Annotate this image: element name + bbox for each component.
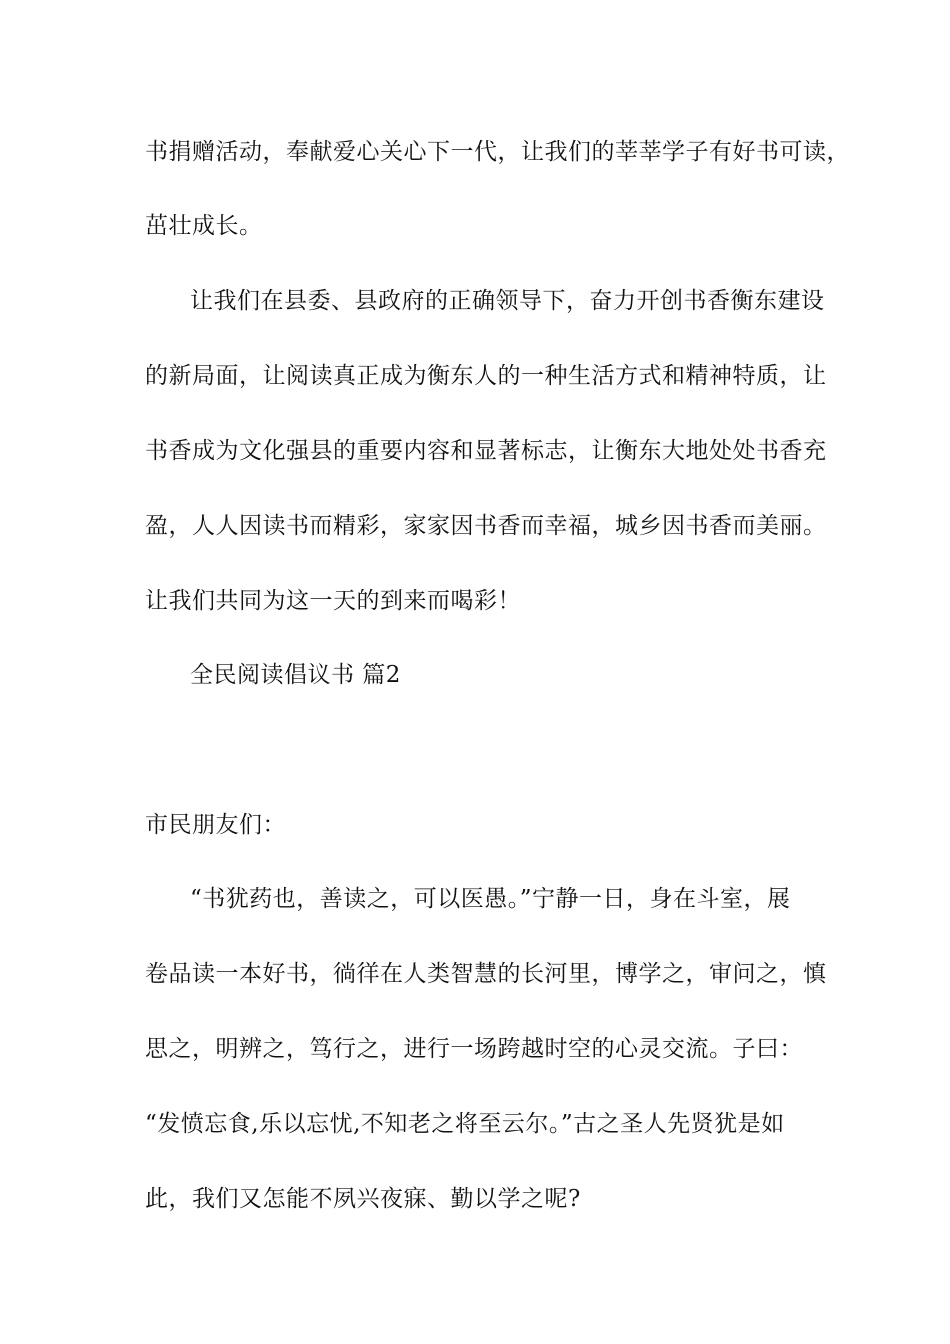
paragraph-line: “发愤忘食,乐以忘忧,不知老之将至云尔。”古之圣人先贤犹是如 [145, 1111, 785, 1137]
paragraph-line: 茁壮成长。 [145, 213, 263, 239]
paragraph-line: 让我们共同为这一天的到来而喝彩！ [145, 588, 521, 614]
paragraph-line: 卷品读一本好书，徜徉在人类智慧的长河里，博学之，审问之，慎 [145, 961, 827, 987]
paragraph-line: 思之，明辨之，笃行之，进行一场跨越时空的心灵交流。子曰： [145, 1036, 803, 1062]
paragraph-line: 此，我们又怎能不夙兴夜寐、勤以学之呢? [145, 1186, 581, 1212]
paragraph-line: “书犹药也，善读之，可以医愚。”宁静一日，身在斗室，展 [190, 886, 791, 912]
paragraph-line: 让我们在县委、县政府的正确领导下，奋力开创书香衡东建设 [190, 288, 825, 314]
salutation: 市民朋友们： [145, 812, 286, 838]
paragraph-line: 书香成为文化强县的重要内容和显著标志，让衡东大地处处书香充 [145, 438, 827, 464]
section-heading: 全民阅读倡议书 篇2 [190, 662, 401, 688]
paragraph-line: 盈，人人因读书而精彩，家家因书香而幸福，城乡因书香而美丽。 [145, 513, 827, 539]
paragraph-line: 的新局面，让阅读真正成为衡东人的一种生活方式和精神特质，让 [145, 363, 827, 389]
paragraph-line: 书捐赠活动，奉献爱心关心下一代，让我们的莘莘学子有好书可读， [145, 139, 850, 165]
